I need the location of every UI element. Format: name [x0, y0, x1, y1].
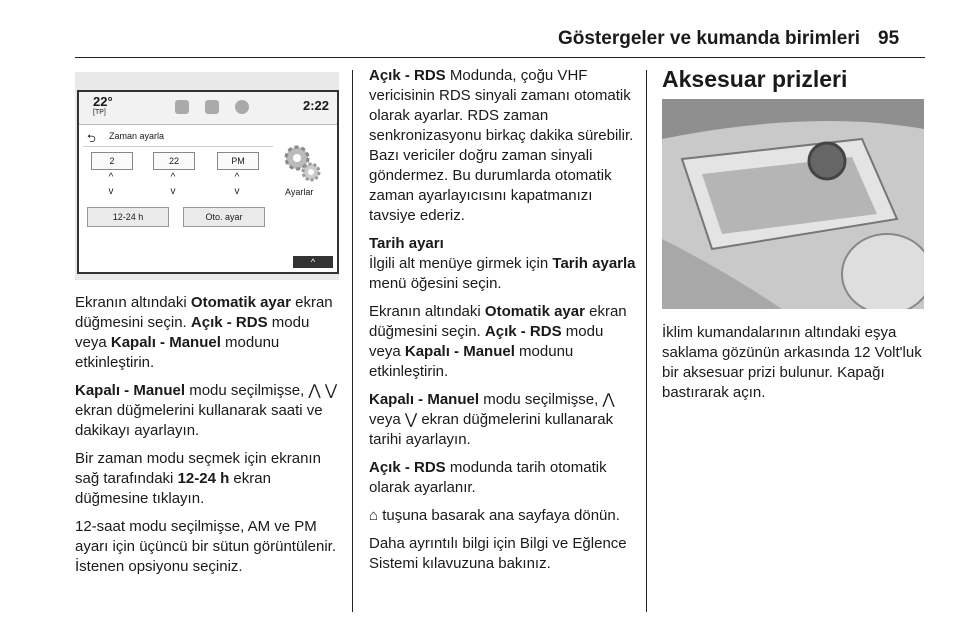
minute-down-button[interactable]: v [170, 186, 176, 197]
hour-value: 2 [91, 152, 133, 170]
page-number: 95 [878, 28, 900, 49]
scroll-up-button[interactable]: ^ [293, 256, 333, 268]
screen [77, 90, 339, 274]
nav-icon [175, 100, 189, 114]
paragraph: 12-saat modu seçilmişse, AM ve PM ayarı için üçüncü bir sütun görüntülenir. İstenen opsiyonu seçiniz. [75, 518, 336, 575]
back-arrow-icon[interactable]: ⮌ [87, 133, 96, 145]
status-bar [79, 92, 337, 125]
time-settings-screen-figure [75, 72, 339, 280]
paragraph: İklim kumandalarının altındaki eşya saklama gözünün arkasında 12 Volt'luk bir aksesuar prizi bulunur. Kapağı bastırarak açın. [662, 324, 922, 401]
tp-indicator: [TP] [93, 109, 106, 116]
menu-title: Zaman ayarla [109, 131, 165, 141]
hour-down-button[interactable]: v [108, 186, 114, 197]
settings-gear-icon[interactable] [279, 140, 325, 186]
paragraph: Kapalı - Manuel modu seçilmişse, ⋀ veya ⋁ ekran düğmelerini kullanarak tarihi ayarlayın. [369, 391, 615, 448]
accessory-socket-photo [662, 99, 924, 309]
column-divider [352, 70, 353, 612]
section-title: Aksesuar prizleri [662, 66, 848, 92]
paragraph: Bir zaman modu seçmek için ekranın sağ tarafındaki 12-24 h ekran düğmesine tıklayın. [75, 450, 321, 507]
clock: 2:22 [302, 98, 329, 113]
ampm-down-button[interactable]: v [234, 186, 240, 197]
info-icon [235, 100, 249, 114]
paragraph: Ekranın altındaki Otomatik ayar ekran düğmesini seçin. Açık - RDS modu veya Kapalı - Manuel modunu etkinleştirin. [75, 294, 333, 371]
ampm-value: PM [217, 152, 259, 170]
header-rule [75, 57, 925, 58]
paragraph: Açık - RDS Modunda, çoğu VHF vericisinin RDS sinyali zamanı otomatik olarak ayarlar. RDS zaman senkronizasyonu birkaç dakika sürebilir. Bazı vericiler doğru zaman sinyali göndermez. Bu durumlarda otomatik zaman ayarlayıcısını kapatmanızı tavsiye ederiz. [369, 67, 634, 224]
paragraph: Daha ayrıntılı bilgi için Bilgi ve Eğlence Sistemi kılavuzuna bakınız. [369, 535, 627, 572]
section-heading: Tarih ayarı [369, 235, 444, 252]
home-icon: ⌂ [369, 507, 379, 524]
paragraph: Ekranın altındaki Otomatik ayar ekran düğmesini seçin. Açık - RDS modu veya Kapalı - Manuel modunu etkinleştirin. [369, 303, 627, 380]
paragraph: ⌂ tuşuna basarak ana sayfaya dönün. [369, 507, 620, 524]
hour-up-button[interactable]: ^ [108, 172, 114, 183]
column-divider [646, 70, 647, 612]
paragraph: Açık - RDS modunda tarih otomatik olarak ayarlanır. [369, 459, 607, 496]
phone-icon [205, 100, 219, 114]
page-header [0, 0, 960, 60]
paragraph: Kapalı - Manuel modu seçilmişse, ⋀ ⋁ ekran düğmelerini kullanarak saati ve dakikayı ayarlayın. [75, 382, 338, 439]
back-row[interactable] [83, 128, 273, 147]
12-24h-button[interactable]: 12-24 h [87, 207, 169, 227]
temperature: 22° [93, 94, 113, 109]
column-3 [662, 323, 924, 411]
auto-set-button[interactable]: Oto. ayar [183, 207, 265, 227]
settings-label: Ayarlar [285, 187, 314, 197]
column-1 [75, 293, 345, 585]
ampm-up-button[interactable]: ^ [234, 172, 240, 183]
header-title: Göstergeler ve kumanda birimleri [557, 28, 860, 49]
paragraph: İlgili alt menüye girmek için Tarih ayarla menü öğesini seçin. [369, 255, 636, 292]
minute-value: 22 [153, 152, 195, 170]
minute-up-button[interactable]: ^ [170, 172, 176, 183]
column-2 [369, 66, 637, 582]
